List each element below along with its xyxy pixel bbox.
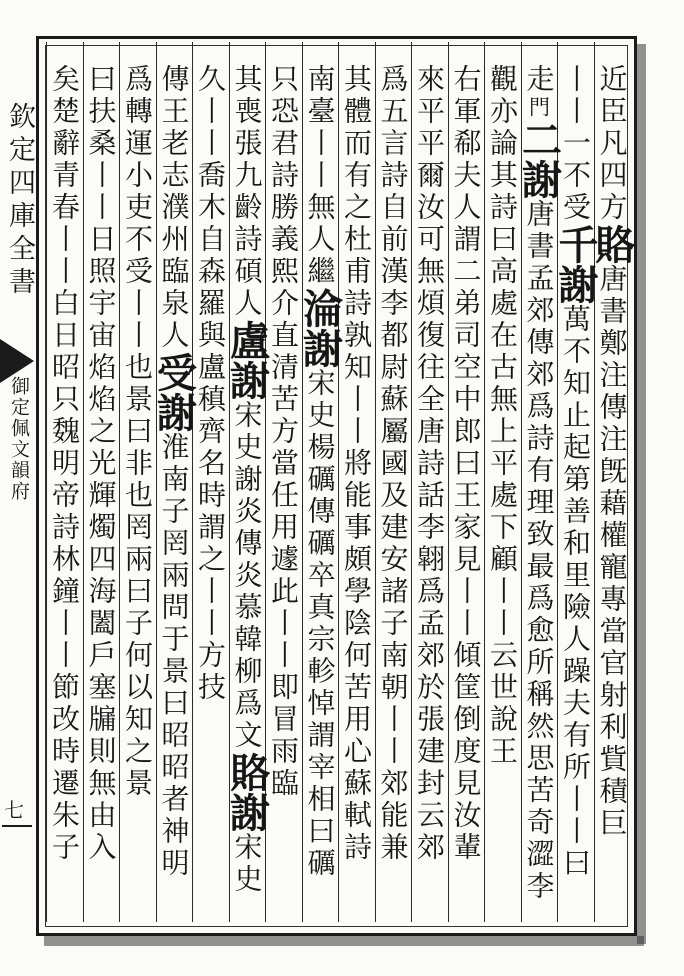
text-segment: 南臺丨丨無人繼 <box>303 64 337 288</box>
text-segment: 門 <box>526 96 551 119</box>
text-segment: 爲五言詩自前漢李都尉蘇屬國及建安諸子南朝丨丨郊能兼 <box>376 64 410 864</box>
page-number-rule <box>2 825 32 827</box>
page-number: 七 <box>4 798 24 822</box>
text-segment: 觀亦論其詩曰高處在古無上平處下顧丨丨云世說王 <box>486 64 519 768</box>
text-segment: 萬不知止起第善和里險人躁夫有所丨丨曰 <box>559 304 592 880</box>
text-segment: 謝 <box>296 328 344 368</box>
text-segment: 唐書鄭注傳注旣藉權寵專當官射利貲積巨 <box>595 264 629 840</box>
text-segment: 謝 <box>515 159 563 199</box>
text-segment: 宋史謝炎傳炎慕韓柳爲文 <box>230 400 264 752</box>
text-segment: 二 <box>515 119 563 159</box>
text-segment: 千 <box>552 224 599 264</box>
text-segment: 只恐君詩勝義熙 <box>267 64 300 288</box>
text-segment: 賂 <box>588 224 636 264</box>
text-segment: 傳王老志濮州臨泉人 <box>157 64 191 352</box>
text-segment: 盧 <box>223 320 271 360</box>
text-segment: 其體而有之杜甫詩孰知丨丨將能事頗學陰何苦用心蘇軾詩 <box>340 64 373 864</box>
text-segment: 謝 <box>552 264 599 304</box>
text-segment: 久丨丨喬木自森羅 <box>194 64 227 320</box>
text-segment: 矣楚辭青春丨丨白日昭只魏明帝詩林鐘丨丨節改時遷朱子 <box>48 64 81 864</box>
text-segment: 走 <box>522 64 556 96</box>
text-column <box>40 64 88 924</box>
text-segment: 丨丨一不受 <box>559 64 592 224</box>
text-segment: 受 <box>150 352 198 392</box>
text-segment: 淮南子罔兩問于景曰昭昭者神明 <box>157 432 191 880</box>
text-segment: 淪 <box>296 288 344 328</box>
text-segment: 近臣凡四方 <box>595 64 629 224</box>
text-segment: 方技 <box>194 640 227 704</box>
book-title: 欽定四庫全書 <box>4 102 35 300</box>
text-segment: 介直清苦方當任用遽此丨丨即冒雨臨 <box>267 288 300 800</box>
text-segment: 曰扶桑丨丨日照宇宙焰焰之光輝燭四海闔戶塞牖則無由入 <box>84 64 118 864</box>
page-gutter <box>0 42 36 922</box>
text-segment: 爲轉運小吏不受丨丨 <box>121 64 154 352</box>
text-segment: 右軍郗夫人謂二弟司空中郎曰王家見丨丨傾筐倒度見汝輩 <box>449 64 483 864</box>
text-segment: 其喪張九齡詩碩人 <box>230 64 264 320</box>
text-segment: 唐書孟郊傳郊爲詩有理致最爲愈所稱然思苦奇澀李 <box>522 199 556 903</box>
text-segment: 也景曰非也罔兩曰子何以知之景 <box>121 352 154 800</box>
text-segment: 宋史楊礪傳礪卒真宗軫悼謂宰相曰礪 <box>303 368 337 880</box>
text-segment: 謝 <box>150 392 198 432</box>
text-segment: 來平平爾汝可無煩復往全唐詩話李翶爲孟郊於張建封云郊 <box>413 64 446 864</box>
text-segment: 賂 <box>223 752 271 792</box>
text-segment: 與盧稹齊名時謂之丨丨 <box>194 320 227 640</box>
frame-shadow-bottom <box>44 936 644 946</box>
text-segment: 謝 <box>223 360 271 400</box>
frame-shadow-right <box>637 44 646 944</box>
text-segment: 謝 <box>223 792 271 832</box>
column-divider <box>46 42 47 922</box>
book-subtitle: 御定佩文韻府 <box>8 376 30 502</box>
text-segment: 宋史 <box>230 832 264 896</box>
